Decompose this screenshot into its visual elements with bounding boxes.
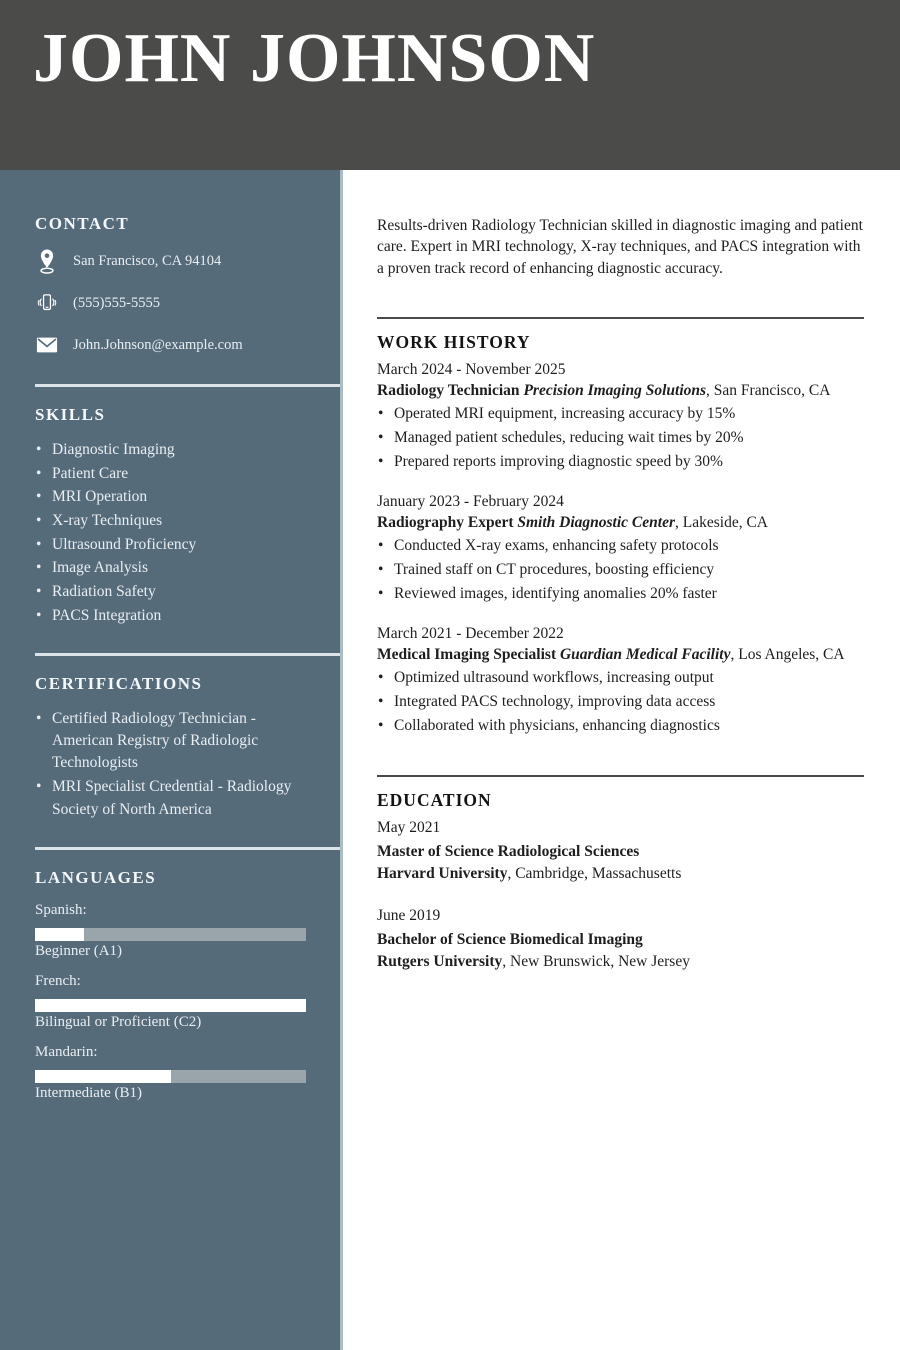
job-bullet: • Conducted X-ray exams, enhancing safety protocols bbox=[377, 535, 864, 556]
language-progress-fill bbox=[35, 999, 306, 1012]
work-history-section bbox=[377, 332, 864, 736]
main-divider bbox=[377, 775, 864, 777]
main-divider bbox=[377, 317, 864, 319]
language-level: Bilingual or Proficient (C2) bbox=[35, 1014, 202, 1031]
certification-item: • Certified Radiology Technician - American Registry of Radiologic Technologists bbox=[35, 708, 306, 775]
skill-item: • Image Analysis bbox=[35, 557, 306, 579]
language-progress-bar bbox=[35, 928, 306, 941]
education-entry bbox=[377, 819, 864, 885]
language-name: Mandarin: bbox=[35, 1044, 98, 1061]
email-icon bbox=[35, 332, 59, 358]
main-content bbox=[343, 170, 900, 1350]
sidebar-divider bbox=[35, 653, 340, 656]
education-school: Harvard University bbox=[377, 864, 508, 882]
location-icon bbox=[35, 248, 59, 274]
skill-item: • X-ray Techniques bbox=[35, 510, 306, 532]
sidebar-divider bbox=[35, 384, 340, 387]
education-date: May 2021 bbox=[377, 818, 441, 836]
job-entry bbox=[377, 625, 864, 736]
contact-location-text: San Francisco, CA 94104 bbox=[73, 252, 222, 269]
language-item-mandarin bbox=[35, 1044, 306, 1102]
skills-title: SKILLS bbox=[35, 405, 106, 424]
contact-email-text: John.Johnson@example.com bbox=[73, 336, 243, 353]
skill-item: • Patient Care bbox=[35, 463, 306, 485]
contact-section bbox=[35, 214, 306, 358]
job-entry bbox=[377, 493, 864, 604]
skill-item: • Ultrasound Proficiency bbox=[35, 534, 306, 556]
certifications-section bbox=[35, 674, 306, 822]
work-history-title: WORK HISTORY bbox=[377, 332, 531, 353]
skills-section bbox=[35, 405, 306, 627]
language-progress-bar bbox=[35, 999, 306, 1012]
summary-text: Results-driven Radiology Technician skilled in diagnostic imaging and patient care. Expert in MRI technology, X-ray techniques, and PACS integration with a proven track record of enhancing diagnostic accuracy. bbox=[377, 217, 863, 277]
job-title-line bbox=[377, 514, 864, 532]
skill-item: • PACS Integration bbox=[35, 605, 306, 627]
job-role: Radiography Expert bbox=[377, 514, 514, 532]
language-progress-fill bbox=[35, 928, 84, 941]
job-bullet: • Operated MRI equipment, increasing accuracy by 15% bbox=[377, 403, 864, 424]
sidebar-divider bbox=[35, 847, 340, 850]
job-entry bbox=[377, 361, 864, 472]
job-bullet: • Integrated PACS technology, improving data access bbox=[377, 691, 864, 712]
language-level: Beginner (A1) bbox=[35, 943, 123, 960]
education-school-line bbox=[377, 951, 864, 973]
job-location: , San Francisco, CA bbox=[706, 382, 831, 400]
job-dates: January 2023 - February 2024 bbox=[377, 493, 564, 511]
job-title-line bbox=[377, 646, 864, 664]
education-location: , New Brunswick, New Jersey bbox=[502, 952, 690, 970]
contact-item-location bbox=[35, 248, 306, 274]
phone-icon bbox=[35, 290, 59, 316]
job-dates: March 2024 - November 2025 bbox=[377, 361, 566, 379]
job-title-line bbox=[377, 382, 864, 400]
language-item-french bbox=[35, 973, 306, 1031]
education-section bbox=[377, 790, 864, 973]
job-bullets bbox=[377, 535, 864, 604]
job-company: Precision Imaging Solutions bbox=[523, 382, 707, 400]
education-school-line bbox=[377, 863, 864, 885]
contact-item-phone bbox=[35, 290, 306, 316]
job-location: , Los Angeles, CA bbox=[730, 646, 845, 664]
skills-list bbox=[35, 439, 306, 627]
job-bullets bbox=[377, 403, 864, 472]
languages-title: LANGUAGES bbox=[35, 868, 157, 888]
education-degree: Master of Science Radiological Sciences bbox=[377, 842, 640, 860]
job-company: Smith Diagnostic Center bbox=[517, 514, 675, 532]
job-role: Medical Imaging Specialist bbox=[377, 646, 557, 664]
job-bullet: • Managed patient schedules, reducing wait times by 20% bbox=[377, 427, 864, 448]
language-progress-fill bbox=[35, 1070, 171, 1083]
language-name: Spanish: bbox=[35, 902, 87, 919]
education-school: Rutgers University bbox=[377, 952, 503, 970]
contact-item-email bbox=[35, 332, 306, 358]
skill-item: • MRI Operation bbox=[35, 486, 306, 508]
job-company: Guardian Medical Facility bbox=[559, 646, 731, 664]
contact-phone-text: (555)555-5555 bbox=[73, 294, 160, 311]
language-item-spanish bbox=[35, 902, 306, 960]
education-title: EDUCATION bbox=[377, 789, 492, 810]
job-bullet: • Prepared reports improving diagnostic speed by 30% bbox=[377, 451, 864, 472]
contact-title: CONTACT bbox=[35, 214, 130, 233]
job-bullet: • Collaborated with physicians, enhancing diagnostics bbox=[377, 715, 864, 736]
job-bullet: • Reviewed images, identifying anomalies 20% faster bbox=[377, 583, 864, 604]
certifications-title: CERTIFICATIONS bbox=[35, 673, 203, 693]
job-bullet: • Trained staff on CT procedures, boosting efficiency bbox=[377, 559, 864, 580]
certifications-list bbox=[35, 708, 306, 822]
language-progress-bar bbox=[35, 1070, 306, 1083]
job-role: Radiology Technician bbox=[377, 382, 520, 400]
skill-item: • Radiation Safety bbox=[35, 581, 306, 603]
job-dates: March 2021 - December 2022 bbox=[377, 625, 564, 643]
skill-item: • Diagnostic Imaging bbox=[35, 439, 306, 461]
job-bullets bbox=[377, 667, 864, 736]
job-location: , Lakeside, CA bbox=[675, 514, 768, 532]
job-bullet: • Optimized ultrasound workflows, increasing output bbox=[377, 667, 864, 688]
education-location: , Cambridge, Massachusetts bbox=[507, 864, 682, 882]
language-name: French: bbox=[35, 973, 81, 990]
header-banner bbox=[0, 0, 900, 170]
education-degree: Bachelor of Science Biomedical Imaging bbox=[377, 930, 643, 948]
language-level: Intermediate (B1) bbox=[35, 1085, 143, 1102]
sidebar bbox=[0, 170, 343, 1350]
education-entry bbox=[377, 907, 864, 973]
person-name: JOHN JOHNSON bbox=[33, 20, 596, 97]
certification-item: • MRI Specialist Credential - Radiology Society of North America bbox=[35, 776, 306, 821]
education-date: June 2019 bbox=[377, 906, 441, 924]
languages-section bbox=[35, 868, 306, 1102]
